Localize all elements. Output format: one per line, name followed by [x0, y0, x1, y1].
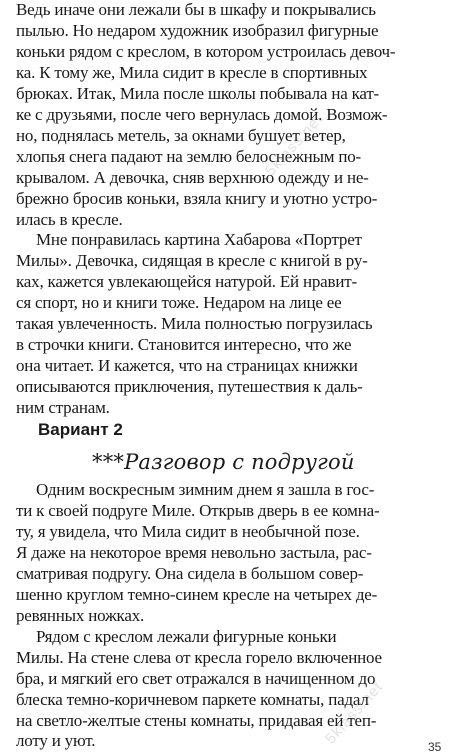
text-line: ти к своей подруге Миле. Открыв дверь в ее комна- [16, 501, 380, 520]
text-line: ке с друзьями, после чего вернулась домой. Возмож- [16, 105, 388, 124]
text-line: лоту и уют. [16, 731, 96, 750]
watermark: 5klass.net [262, 110, 327, 180]
text-line: коньки рядом с креслом, в котором устроилась девоч- [16, 42, 396, 61]
text-line: в строчки книги. Становится интересно, что же [16, 335, 352, 354]
text-line: брюках. Итак, Мила после школы побывала на кат- [16, 84, 380, 103]
text-line: Мне понравилась картина Хабарова «Портрет [36, 230, 362, 249]
text-line: такая увлеченность. Мила полностью погрузилась [16, 314, 373, 333]
text-line: ся спорт, но и книги тоже. Недаром на лице ее [16, 293, 342, 312]
essay-title: ***Разговор с подругой [92, 450, 355, 474]
text-line: бра, и мягкий его свет отражался в начищенном до [16, 669, 376, 688]
text-line: на светло-желтые стены комнаты, придавая ей теп- [16, 711, 377, 730]
text-line: Милы». Девочка, сидящая в кресле с книгой в ру- [16, 251, 368, 270]
text-line: она читает. И кажется, что на страницах книжки [16, 356, 358, 375]
text-line: крывалом. А девочка, сняв верхнюю одежду и не- [16, 168, 369, 187]
text-line: описываются приключения, путешествия к даль- [16, 377, 363, 396]
text-line: пылью. Но недаром художник изобразил фигурные [16, 21, 379, 40]
text-line: шенно круглом темно-синем кресле на четырех де- [16, 585, 378, 604]
text-line: ках, кажется увлекающейся натурой. Ей нравит- [16, 272, 357, 291]
text-line: но, поднялась метель, за окнами бушует ветер, [16, 126, 346, 145]
text-line: ним странам. [16, 398, 110, 417]
document-page [16, 0, 460, 754]
text-line: блеска темно-коричневом паркете комнаты, падал [16, 690, 369, 709]
text-line: Рядом с креслом лежали фигурные коньки [36, 627, 337, 646]
page-number: 35 [428, 740, 442, 754]
text-line: Милы. На стене слева от кресла горело включенное [16, 648, 382, 667]
text-line: ту, я увидела, что Мила сидит в необычной позе. [16, 522, 360, 541]
text-line: ка. К тому же, Мила сидит в кресле в спортивных [16, 63, 368, 82]
watermark: 5klass.net [322, 678, 387, 748]
text-line: сматривая подругу. Она сидела в большом совер- [16, 564, 364, 583]
text-line: илась в кресле. [16, 210, 123, 229]
text-line: Ведь иначе они лежали бы в шкафу и покрывались [16, 0, 376, 19]
text-line: Одним воскресным зимним днем я зашла в гос- [36, 480, 375, 499]
section-heading: Вариант 2 [38, 420, 123, 439]
text-line: Я даже на некоторое время невольно застыла, рас- [16, 543, 372, 562]
text-line: брежно бросив коньки, взяла книгу и уютно устро- [16, 189, 378, 208]
text-line: ревянных ножках. [16, 606, 145, 625]
text-line: хлопья снега падают на землю белоснежным по- [16, 147, 361, 166]
